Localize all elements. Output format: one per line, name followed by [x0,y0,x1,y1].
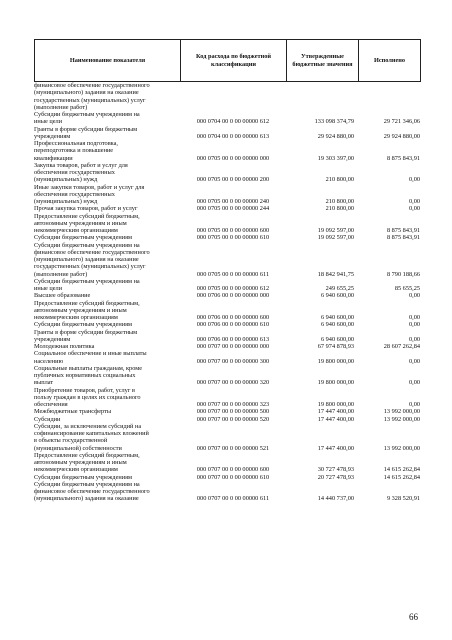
row-approved: 19 303 397,00 [317,154,354,162]
row-approved: 19 800 000,00 [317,379,354,387]
table-row [34,329,420,344]
row-done: 8 875 843,91 [386,154,420,162]
header-code: Код расхода по бюджетной классификации [181,40,287,82]
row-name: Субсидии [34,415,61,423]
row-code: 000 0707 00 0 00 00000 500 [196,408,270,416]
row-name: Предоставление субсидий бюджетным, автономным учреждениям и иным некоммерческим организациям [34,212,140,234]
row-done: 85 655,25 [394,285,420,292]
row-name: Субсидии бюджетным учреждениям [34,473,132,481]
row-name: Субсидии бюджетным учреждениям на финансовое обеспечение государственного (муниципального) задания на оказание государственных (муниципальных) услуг (выполнение работ) [34,241,150,278]
row-name: Социальное обеспечение и иные выплаты населению [34,350,147,365]
row-approved: 6 940 600,00 [320,321,354,329]
row-done: 0,00 [408,292,420,300]
row-approved: 19 800 000,00 [317,401,354,408]
row-approved: 6 940 600,00 [320,292,354,300]
row-approved: 249 655,25 [325,285,354,292]
table-row [34,278,420,293]
row-name: Предоставление субсидий бюджетным, автономным учреждениям и иным некоммерческим организациям [34,451,140,474]
row-code: 000 0706 00 0 00 00000 610 [196,321,270,329]
row-approved: 17 447 400,00 [317,408,354,416]
row-code: 000 0707 00 0 00 00000 520 [196,415,270,423]
row-name: Предоставление субсидий бюджетным, автономным учреждениям и иным некоммерческим организациям [34,299,140,321]
row-name: Прочая закупка товаров, работ и услуг [34,205,138,213]
row-approved: 17 447 400,00 [317,444,354,452]
table-row [34,408,420,415]
report-table-body [34,82,420,503]
row-approved: 18 842 941,75 [317,270,354,278]
row-approved: 19 800 000,00 [317,357,354,365]
row-done: 0,00 [408,357,420,365]
row-name: Субсидии бюджетным учреждениям на финансовое обеспечение государственного (муниципального) задания на оказание [34,480,150,503]
row-code: 000 0706 00 0 00 00000 600 [196,314,270,321]
row-code: 000 0707 00 0 00 00000 600 [196,466,270,474]
row-done: 9 328 520,91 [386,495,420,503]
row-approved: 30 727 478,93 [317,466,354,474]
row-code: 000 0704 00 0 00 00000 612 [196,118,270,126]
table-row [34,292,420,299]
row-code: 000 0705 00 0 00 00000 240 [196,198,270,205]
row-done: 0,00 [408,335,420,343]
row-code: 000 0707 00 0 00 00000 000 [196,343,270,350]
table-row [34,82,420,111]
row-done: 14 615 262,84 [383,466,420,474]
row-name: Межбюджетные трансферты [34,408,112,416]
header-row [35,40,421,82]
row-approved: 14 440 737,00 [317,495,354,503]
row-name: Приобретение товаров, работ, услуг в пользу граждан в целях их социального обеспечения [34,386,141,408]
row-done: 8 875 843,91 [386,234,420,242]
row-approved: 20 727 478,93 [317,473,354,481]
row-approved: 17 447 400,00 [317,415,354,423]
row-name: финансовое обеспечение государственного (муниципального) задания на оказание государственных (муниципальных) услуг (выполнение работ) [34,82,150,111]
row-done: 0,00 [408,401,420,408]
row-code: 000 0707 00 0 00 00000 611 [196,495,270,503]
row-approved: 6 940 600,00 [320,314,354,321]
row-code: 000 0704 00 0 00 00000 613 [196,132,270,140]
table-row [34,242,420,278]
row-name: Субсидии бюджетным учреждениям на иные цели [34,111,140,126]
page-number: 66 [409,612,418,622]
table-row [34,111,420,126]
row-name: Социальные выплаты гражданам, кроме публичных нормативных социальных выплат [34,364,143,387]
table-row [34,126,420,141]
row-approved: 6 940 600,00 [320,335,354,343]
row-done: 29 924 880,00 [383,132,420,140]
row-done: 0,00 [408,205,420,213]
row-name: Субсидии бюджетным учреждениям на иные цели [34,277,140,292]
row-name: Субсидии бюджетным учреждениям [34,234,132,242]
row-approved: 210 800,00 [325,198,354,205]
row-done: 0,00 [408,314,420,321]
row-name: Гранты в форме субсидии бюджетным учреждениям [34,328,138,343]
row-done: 13 992 000,00 [383,444,420,452]
table-row [34,140,420,162]
row-approved: 19 092 597,00 [317,227,354,234]
table-row [34,481,420,503]
row-done: 0,00 [408,176,420,184]
table-row [34,300,420,322]
table-row [34,416,420,423]
row-done: 0,00 [408,198,420,205]
row-name: Субсидии бюджетным учреждениям [34,321,132,329]
table-row [34,474,420,481]
row-done: 13 992 000,00 [383,408,420,416]
table-row [34,452,420,474]
table-row [34,205,420,212]
row-code: 000 0705 00 0 00 00000 200 [196,176,270,184]
row-name: Закупка товаров, работ и услуг для обеспечения государственных (муниципальных) нужд [34,161,128,184]
row-code: 000 0707 00 0 00 00000 300 [196,357,270,365]
row-code: 000 0705 00 0 00 00000 612 [196,285,270,292]
table-row [34,423,420,452]
row-name: Высшее образование [34,292,91,300]
row-approved: 210 800,00 [325,205,354,213]
row-code: 000 0705 00 0 00 00000 611 [196,270,270,278]
row-done: 14 615 262,84 [383,473,420,481]
row-name: Иные закупки товаров, работ и услуг для обеспечения государственных (муниципальных) нужд [34,183,145,205]
row-code: 000 0707 00 0 00 00000 610 [196,473,270,481]
row-code: 000 0707 00 0 00 00000 323 [196,401,270,408]
row-code: 000 0705 00 0 00 00000 610 [196,234,270,242]
row-code: 000 0705 00 0 00 00000 000 [196,154,270,162]
row-name: Субсидии, за исключением субсидий на софинансирование капитальных вложений в объекты государственной (муниципальной) собственности [34,422,149,452]
table-row [34,184,420,206]
table-row [34,350,420,365]
table-row [34,343,420,350]
table-row [34,162,420,184]
row-code: 000 0705 00 0 00 00000 244 [196,205,270,213]
table-row [34,234,420,241]
row-approved: 133 098 374,79 [314,118,354,126]
row-approved: 29 924 880,00 [317,132,354,140]
row-code: 000 0706 00 0 00 00000 000 [196,292,270,300]
table-row [34,213,420,235]
row-done: 28 607 262,84 [383,343,420,350]
row-done: 0,00 [408,321,420,329]
row-code: 000 0705 00 0 00 00000 600 [196,227,270,234]
row-code: 000 0706 00 0 00 00000 613 [196,335,270,343]
row-done: 8 790 188,66 [386,270,420,278]
row-approved: 19 092 597,00 [317,234,354,242]
header-done: Исполнено [359,40,421,82]
report-table-header [34,39,421,82]
row-name: Молодежная политика [34,343,95,350]
table-row [34,387,420,409]
row-done: 8 875 843,91 [386,227,420,234]
table-row [34,365,420,387]
row-code: 000 0707 00 0 00 00000 521 [196,444,270,452]
header-approved: Утвержденные бюджетные значения [287,40,359,82]
row-done: 0,00 [408,379,420,387]
row-done: 29 721 346,06 [383,118,420,126]
header-name: Наименование показателя [35,40,181,82]
row-approved: 67 974 878,93 [317,343,354,350]
row-name: Гранты в форме субсидии бюджетным учреждениям [34,125,138,140]
row-name: Профессиональная подготовка, переподготовка и повышение квалификации [34,140,119,162]
row-code: 000 0707 00 0 00 00000 320 [196,379,270,387]
row-done: 13 992 000,00 [383,415,420,423]
row-approved: 210 800,00 [325,176,354,184]
table-row [34,321,420,328]
